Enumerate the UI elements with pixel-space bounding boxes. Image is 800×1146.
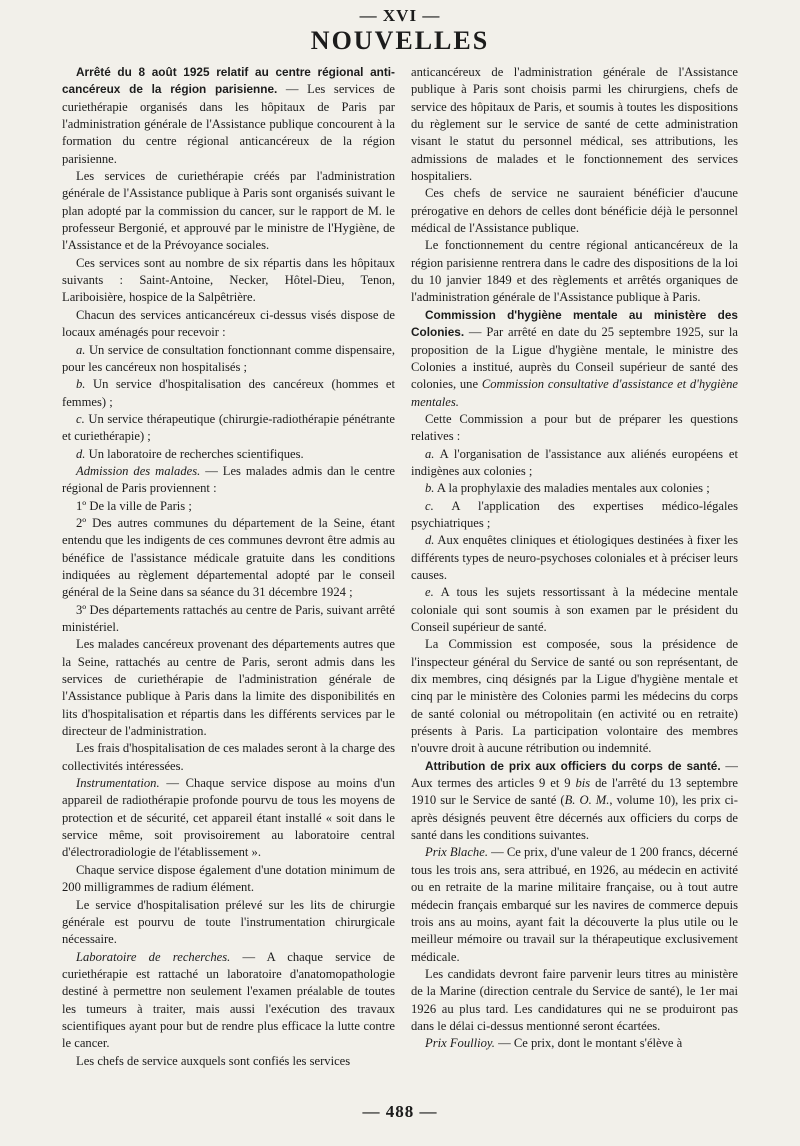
paragraph: Chacun des services anticancéreux ci-dessus visés dispose de locaux aménagés pour recevoir : xyxy=(62,307,395,340)
list-marker: b. xyxy=(76,377,86,392)
paragraph-text: — Chaque service dispose au moins d'un appareil de radiothérapie profonde pourvu de tous les moyens de protection et de sécurité, cet appareil étant installé « soit dans le service même, soit provisoirement au laboratoire central d'électroradiologie de l'établissement ». xyxy=(62,776,395,860)
paragraph: Le fonctionnement du centre régional anticancéreux de la région parisienne rentrera dans le cadre des dispositions de la loi du 10 janvier 1849 et des règlements et arrêtés organiques de l'administration générale de l'Assistance publique à Paris. xyxy=(411,238,738,305)
list-item-text: Un laboratoire de recherches scientifiques. xyxy=(85,446,304,461)
list-item-text: A l'application des expertises médico-légales psychiatriques ; xyxy=(411,498,738,530)
list-marker: c. xyxy=(425,498,434,513)
list-item xyxy=(62,411,395,446)
paragraph-text: — A chaque service de curiethérapie est rattaché un laboratoire d'anatomopathologie destiné à permettre non seulement l'examen préalable de toutes les tumeurs à traiter, mais aussi l'exécution des travaux scientifiques ayant pour but de rendre plus efficace la lutte contre le cancer. xyxy=(62,949,395,1051)
paragraph xyxy=(62,949,395,1053)
article-title: Attribution de prix aux officiers du corps de santé. xyxy=(425,758,721,773)
top-page-number: — XVI — xyxy=(359,6,441,25)
paragraph xyxy=(411,844,738,965)
list-item xyxy=(411,480,738,497)
paragraph: La Commission est composée, sous la présidence de l'inspecteur général du Service de santé ou son représentant, de dix membres, cinq désignés par la Ligue d'hygiène mentale et cinq par le ministère des Colonies parmi les médecins du corps de santé colonial ou métropolitain (en activité ou en retraite) présents à Paris. La participation volontaire des membres n'ouvre droit à aucune rétribution ou indemnité. xyxy=(411,637,738,756)
article-text: — Les services de curiethérapie organisés dans les hôpitaux de Paris par l'administration générale de l'Assistance publique concourent à la formation du centre régional anticancéreux de la région parisienne. xyxy=(62,82,395,166)
numbered-item: 2º Des autres communes du département de la Seine, étant entendu que les indigents de ces communes devront être admis au bénéfice de l'assistance médicale gratuite dans les conditions indiquées au règlement départemental adopté par le conseil général de la Seine dans sa séance du 31 décembre 1924 ; xyxy=(62,515,395,600)
list-item-text: A tous les sujets ressortissant à la médecine mentale coloniale qui sont soumis à son examen par le président du Conseil supérieur de santé. xyxy=(411,585,738,634)
list-marker: a. xyxy=(425,446,435,461)
prize-label: Prix Blache. xyxy=(425,845,488,860)
list-marker: b. xyxy=(425,481,435,496)
paragraph: Les frais d'hospitalisation de ces malades seront à la charge des collectivités intéressées. xyxy=(62,741,395,773)
paragraph: Ces chefs de service ne sauraient bénéficier d'aucune prérogative en dehors de celles dont bénéficie déjà le personnel médical de l'Assistance publique. xyxy=(411,186,738,236)
paragraph: Le service d'hospitalisation prélevé sur les lits de chirurgie générale est pourvu de toute l'instrumentation chirurgicale nécessaire. xyxy=(62,897,395,947)
list-marker: d. xyxy=(425,533,435,548)
list-item-text: A la prophylaxie des maladies mentales aux colonies ; xyxy=(434,481,710,496)
commission-name: Commission consultative d'assistance et d'hygiène mentales. xyxy=(411,377,738,409)
subsection-label: Admission des malades. xyxy=(76,463,201,478)
paragraph: Les candidats devront faire parvenir leurs titres au ministère de la Marine (direction centrale du Service de santé), le 1er mai 1926 au plus tard. Les candidatures qui ne se produiront pas dans le délai ci-dessus mentionné seront écartées. xyxy=(411,966,738,1033)
article-mental-hygiene xyxy=(411,307,738,411)
paragraph xyxy=(62,463,395,498)
list-item xyxy=(411,584,738,636)
list-item-text: Un service de consultation fonctionnant comme dispensaire, pour les cancéreux non hospitalisés ; xyxy=(62,342,395,374)
numbered-item: 3º Des départements rattachés au centre de Paris, suivant arrêté ministériel. xyxy=(62,602,395,634)
bulletin-abbrev: B. O. M. xyxy=(564,793,610,808)
list-item-text: Un service thérapeutique (chirurgie-radiothérapie pénétrante et curiethérapie) ; xyxy=(62,411,395,444)
list-item xyxy=(411,532,738,584)
paragraph xyxy=(411,1035,738,1052)
article-prizes xyxy=(411,758,738,845)
list-item-text: A l'organisation de l'assistance aux aliénés européens et indigènes aux colonies ; xyxy=(411,446,738,478)
list-item xyxy=(62,342,395,377)
paragraph-text: — Les malades admis dan le centre régional de Paris proviennent : xyxy=(62,463,395,496)
article-text: — Aux termes des articles 9 et 9 xyxy=(411,758,738,791)
paragraph: Les malades cancéreux provenant des départements autres que la Seine, rattachés au centre de Paris, seront admis dans les services de curiethérapie de l'administration générale de l'Assistance publique à Paris dans la limite des disponibilités en lits d'hospitalisation et répartis dans les différents services par le directeur de l'administration. xyxy=(62,637,395,739)
list-marker: c. xyxy=(76,411,85,426)
paragraph-text: — Ce prix, d'une valeur de 1 200 francs, décerné tous les trois ans, sera attribué, en 1926, au médecin en activité ou en retraite de la marine militaire française, ou à tout autre médecin français embarqué sur les navires de commerce depuis trois ans au moins, ayant fait la découverte la plus utile ou le meilleur mémoire ou travail sur la thérapeutique exclusivement médicale. xyxy=(411,845,738,964)
article-bis: bis xyxy=(575,776,591,791)
list-item-text: Aux enquêtes cliniques et étiologiques destinées à fixer les différents types de neuro-psychoses coloniales et à préciser leurs causes. xyxy=(411,533,738,582)
article-text: — Par arrêté en date du 25 septembre 1925, sur la proposition de la Ligue d'hygiène mentale, le ministre des Colonies a institué, auprès du Conseil supérieur de santé des colonies, une xyxy=(411,325,738,392)
paragraph xyxy=(62,775,395,862)
article-title: Commission d'hygiène mentale au ministère des Colonies. xyxy=(411,307,738,340)
bottom-page-number: — 488 — xyxy=(362,1102,438,1121)
paragraph: Ces services sont au nombre de six répartis dans les hôpitaux suivants : Saint-Antoine, Necker, Hôtel-Dieu, Tenon, Lariboisière, hospice de la Salpêtrière. xyxy=(62,255,395,305)
list-marker: e. xyxy=(425,585,434,600)
paragraph: Les chefs de service auxquels sont confiés les services xyxy=(76,1053,351,1068)
list-item xyxy=(62,376,395,411)
article-cancer-centre-intro xyxy=(62,64,395,168)
paragraph-text: — Ce prix, dont le montant s'élève à xyxy=(494,1036,683,1051)
list-item xyxy=(411,446,738,481)
left-column xyxy=(62,64,395,1094)
article-title: Arrêté du 8 août 1925 relatif au centre régional anti-cancéreux de la région parisienne. xyxy=(62,65,395,97)
numbered-item: 1º De la ville de Paris ; xyxy=(76,498,192,513)
section-title: NOUVELLES xyxy=(310,26,490,55)
right-column xyxy=(411,64,738,1094)
prize-label: Prix Foullioy. xyxy=(425,1036,495,1051)
list-item xyxy=(411,498,738,533)
list-marker: d. xyxy=(76,446,86,461)
paragraph: Chaque service dispose également d'une dotation minimum de 200 milligrammes de radium élément. xyxy=(62,862,395,895)
list-item-text: Un service d'hospitalisation des cancéreux (hommes et femmes) ; xyxy=(62,377,395,409)
subsection-label: Instrumentation. xyxy=(76,776,160,791)
list-marker: a. xyxy=(76,342,86,357)
article-text: de l'arrêté du 13 septembre 1910 sur le Service de santé ( xyxy=(411,776,738,808)
subsection-label: Laboratoire de recherches. xyxy=(76,949,231,964)
paragraph: Cette Commission a pour but de préparer les questions relatives : xyxy=(411,411,738,444)
paragraph: Les services de curiethérapie créés par l'administration générale de l'Assistance publique à Paris sont organisés suivant le plan adopté par la commission du cancer, sur le rapport de M. le professeur Bergonié, et approuvé par le ministre de l'Hygiène, de l'Assistance et de la Prévoyance sociales. xyxy=(62,169,395,253)
paragraph: anticancéreux de l'administration générale de l'Assistance publique à Paris sont choisis parmi les chirurgiens, chefs de service des hôpitaux de Paris, et soumis à toutes les dispositions du règlement sur le service de santé de cette administration visant le statut du personnel médical, ses attributions, les admissions de malades et le fonctionnement des services hospitaliers. xyxy=(411,65,738,184)
article-text: , volume 10), les prix ci-après désignés peuvent être décernés aux officiers du corps de santé dans les conditions suivantes. xyxy=(411,793,738,843)
list-item xyxy=(62,446,395,463)
